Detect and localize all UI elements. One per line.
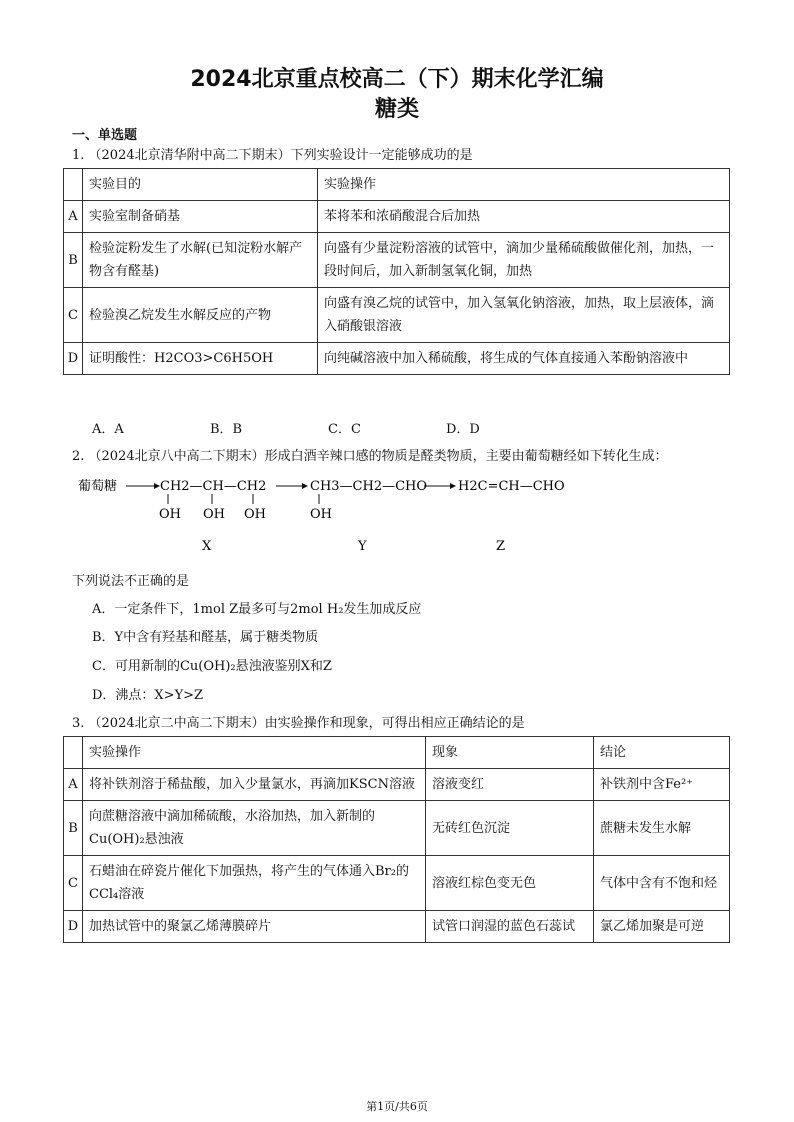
phenomenon-cell: 无砖红色沉淀 bbox=[426, 801, 594, 856]
table-header-cell: 实验操作 bbox=[83, 737, 426, 769]
operation-cell: 向盛有溴乙烷的试管中，加入氢氧化钠溶液，加热，取上层液体，滴入硝酸银溶液 bbox=[318, 288, 730, 343]
acidity-formula: H2CO3>C6H5OH bbox=[154, 351, 274, 366]
operation-cell: 加热试管中的聚氯乙烯薄膜碎片 bbox=[83, 911, 426, 943]
phenomenon-cell: 溶液变红 bbox=[426, 769, 594, 801]
conclusion-cell: 气体中含有不饱和烃 bbox=[594, 856, 730, 911]
question-1-options bbox=[92, 418, 564, 437]
hydroxyl-label: OH bbox=[310, 507, 332, 522]
label-x: X bbox=[202, 539, 212, 554]
row-label: D bbox=[64, 911, 83, 943]
conclusion-cell: 氯乙烯加聚是可逆 bbox=[594, 911, 730, 943]
document-title: 2024北京重点校高二（下）期末化学汇编 bbox=[190, 67, 604, 92]
label-y: Y bbox=[358, 539, 367, 554]
operation-cell: 石蜡油在碎瓷片催化下加强热，将产生的气体通入Br₂的CCl₄溶液 bbox=[83, 856, 426, 911]
table-header-cell: 实验目的 bbox=[83, 169, 318, 201]
table-row bbox=[64, 343, 730, 375]
goal-cell bbox=[83, 343, 318, 375]
option-b: B．B bbox=[210, 422, 243, 437]
arrowhead bbox=[302, 483, 308, 489]
document-subtitle: 糖类 bbox=[374, 97, 419, 122]
q2-option-c: C．可用新制的Cu(OH)₂悬浊液鉴别X和Z bbox=[92, 659, 332, 674]
q2-option-d: D．沸点：X>Y>Z bbox=[92, 688, 204, 703]
operation-cell: 向纯碱溶液中加入稀硫酸，将生成的气体直接通入苯酚钠溶液中 bbox=[318, 343, 730, 375]
reaction-scheme bbox=[70, 470, 590, 558]
label-z: Z bbox=[496, 539, 506, 554]
scheme-start: 葡萄糖 bbox=[78, 479, 118, 494]
table-header-row bbox=[64, 169, 730, 201]
row-label: C bbox=[64, 288, 83, 343]
operation-cell: 将补铁剂溶于稀盐酸，加入少量氯水，再滴加KSCN溶液 bbox=[83, 769, 426, 801]
table-header-cell bbox=[64, 737, 83, 769]
page-footer: 第1页/共6页 bbox=[366, 1100, 428, 1113]
table-header-cell: 结论 bbox=[594, 737, 730, 769]
operation-cell: 向盛有少量淀粉溶液的试管中，滴加少量稀硫酸做催化剂，加热，一段时间后，加入新制氢氧化铜，加热 bbox=[318, 233, 730, 288]
table-row bbox=[64, 288, 730, 343]
hydroxyl-label: OH bbox=[244, 507, 266, 522]
q2-option-a: A．一定条件下，1mol Z最多可与2mol H₂发生加成反应 bbox=[92, 602, 422, 617]
row-label: D bbox=[64, 343, 83, 375]
goal-cell: 实验室制备硝基 bbox=[83, 201, 318, 233]
row-label: B bbox=[64, 801, 83, 856]
question-1-stem: 1. （2024北京清华附中高二下期末）下列实验设计一定能够成功的是 bbox=[72, 148, 473, 163]
table-header-row bbox=[64, 737, 730, 769]
question-1-table bbox=[63, 168, 730, 375]
conclusion-cell: 蔗糖未发生水解 bbox=[594, 801, 730, 856]
table-header-cell: 现象 bbox=[426, 737, 594, 769]
question-3-table bbox=[63, 736, 730, 943]
option-a: A．A bbox=[92, 422, 124, 437]
row-label: A bbox=[64, 769, 83, 801]
option-d: D．D bbox=[446, 422, 480, 437]
table-header-cell: 实验操作 bbox=[318, 169, 730, 201]
table-row bbox=[64, 911, 730, 943]
arrowhead bbox=[450, 483, 456, 489]
y-formula: CH3—CH2—CHO bbox=[310, 479, 428, 494]
q2-option-b: B．Y中含有羟基和醛基，属于糖类物质 bbox=[92, 630, 319, 645]
phenomenon-cell: 试管口润湿的蓝色石蕊试 bbox=[426, 911, 594, 943]
x-formula: CH2—CH—CH2 bbox=[160, 479, 267, 494]
goal-cell: 检验淀粉发生了水解(已知淀粉水解产物含有醛基) bbox=[83, 233, 318, 288]
hydroxyl-label: OH bbox=[159, 507, 181, 522]
row-label: C bbox=[64, 856, 83, 911]
table-row bbox=[64, 856, 730, 911]
hydroxyl-label: OH bbox=[203, 507, 225, 522]
table-row bbox=[64, 201, 730, 233]
operation-cell: 苯将苯和浓硝酸混合后加热 bbox=[318, 201, 730, 233]
table-row bbox=[64, 801, 730, 856]
row-label: B bbox=[64, 233, 83, 288]
section-heading: 一、单选题 bbox=[72, 128, 138, 143]
conclusion-cell: 补铁剂中含Fe²⁺ bbox=[594, 769, 730, 801]
question-2-stem: 2. （2024北京八中高二下期末）形成白酒辛辣口感的物质是醛类物质，主要由葡萄糖经如下转化生成： bbox=[72, 449, 668, 464]
table-row bbox=[64, 233, 730, 288]
question-3-stem: 3. （2024北京二中高二下期末）由实验操作和现象，可得出相应正确结论的是 bbox=[72, 716, 525, 731]
phenomenon-cell: 溶液红棕色变无色 bbox=[426, 856, 594, 911]
table-row bbox=[64, 769, 730, 801]
table-header-cell bbox=[64, 169, 83, 201]
z-formula: H2C=CH—CHO bbox=[458, 479, 565, 494]
option-c: C．C bbox=[328, 422, 361, 437]
operation-cell: 向蔗糖溶液中滴加稀硫酸，水浴加热，加入新制的Cu(OH)₂悬浊液 bbox=[83, 801, 426, 856]
goal-cell: 检验溴乙烷发生水解反应的产物 bbox=[83, 288, 318, 343]
question-2-prompt: 下列说法不正确的是 bbox=[72, 574, 190, 589]
goal-prefix: 证明酸性： bbox=[89, 351, 155, 366]
row-label: A bbox=[64, 201, 83, 233]
